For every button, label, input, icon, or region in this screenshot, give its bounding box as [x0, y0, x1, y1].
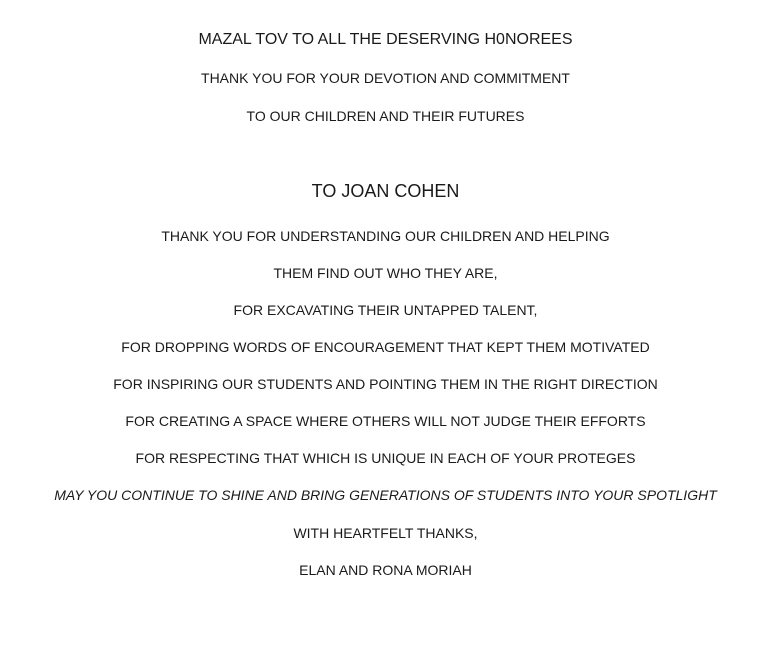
thanks-line: TO OUR CHILDREN AND THEIR FUTURES	[246, 108, 525, 124]
thanks-line: THANK YOU FOR YOUR DEVOTION AND COMMITMENT	[201, 70, 570, 86]
tribute-line: THEM FIND OUT WHO THEY ARE,	[273, 265, 498, 281]
tribute-line: FOR INSPIRING OUR STUDENTS AND POINTING THEM IN THE RIGHT DIRECTION	[113, 376, 658, 392]
tribute-line: FOR RESPECTING THAT WHICH IS UNIQUE IN EACH OF YOUR PROTEGES	[135, 450, 636, 466]
page-heading: MAZAL TOV TO ALL THE DESERVING H0NOREES	[198, 31, 573, 48]
honoree-name: TO JOAN COHEN	[311, 181, 460, 201]
signature-line: ELAN AND RONA MORIAH	[299, 562, 472, 578]
tribute-line: FOR DROPPING WORDS OF ENCOURAGEMENT THAT KEPT THEM MOTIVATED	[121, 339, 650, 355]
tribute-line: FOR CREATING A SPACE WHERE OTHERS WILL NOT JUDGE THEIR EFFORTS	[125, 413, 646, 429]
closing-line: WITH HEARTFELT THANKS,	[293, 525, 478, 541]
wish-line: MAY YOU CONTINUE TO SHINE AND BRING GENERATIONS OF STUDENTS INTO YOUR SPOTLIGHT	[54, 487, 717, 503]
tribute-line: THANK YOU FOR UNDERSTANDING OUR CHILDREN AND HELPING	[161, 228, 610, 244]
tribute-line: FOR EXCAVATING THEIR UNTAPPED TALENT,	[233, 302, 538, 318]
